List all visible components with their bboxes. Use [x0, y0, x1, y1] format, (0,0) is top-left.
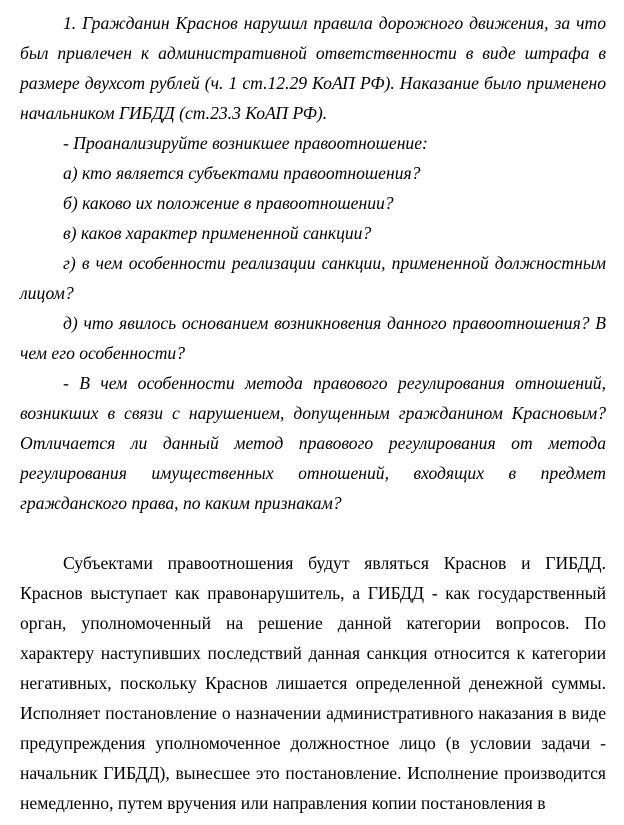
task-block — [20, 8, 606, 518]
question-a: а) кто является субъектами правоотношения? — [63, 163, 421, 183]
answer-paragraph: Субъектами правоотношения будут являться Краснов и ГИБДД. Краснов выступает как правонарушитель, а ГИБДД - как государственный орган, уполномоченный на решение данной категории вопросов. По характеру наступивших последствий данная санкция относится к категории негативных, поскольку Краснов лишается определенной денежной суммы. Исполняет постановление о назначении административного наказания в виде предупреждения уполномоченное должностное лицо (в условии задачи - начальник ГИБДД), вынесшее это постановление. Исполнение производится немедленно, путем вручения или направления копии постановления в — [20, 553, 606, 813]
question-b: б) каково их положение в правоотношении? — [63, 193, 394, 213]
task-instruction: - Проанализируйте возникшее правоотношение: — [63, 133, 428, 153]
question-method: - В чем особенности метода правового регулирования отношений, возникших в связи с нарушением, допущенным гражданином Красновым? Отличается ли данный метод правового регулирования от метода регулирования имущественных отношений, входящих в предмет гражданского права, по каким признакам? — [20, 373, 606, 513]
task-statement: 1. Гражданин Краснов нарушил правила дорожного движения, за что был привлечен к административной ответственности в виде штрафа в размере двухсот рублей (ч. 1 ст.12.29 КоАП РФ). Наказание было применено начальником ГИБДД (ст.23.3 КоАП РФ). — [20, 13, 606, 123]
question-e: д) что явилось основанием возникновения данного правоотношения? В чем его особенности? — [20, 313, 606, 363]
question-c: в) каков характер примененной санкции? — [63, 223, 372, 243]
answer-block — [20, 548, 606, 818]
question-d: г) в чем особенности реализации санкции, примененной должностным лицом? — [20, 253, 606, 303]
